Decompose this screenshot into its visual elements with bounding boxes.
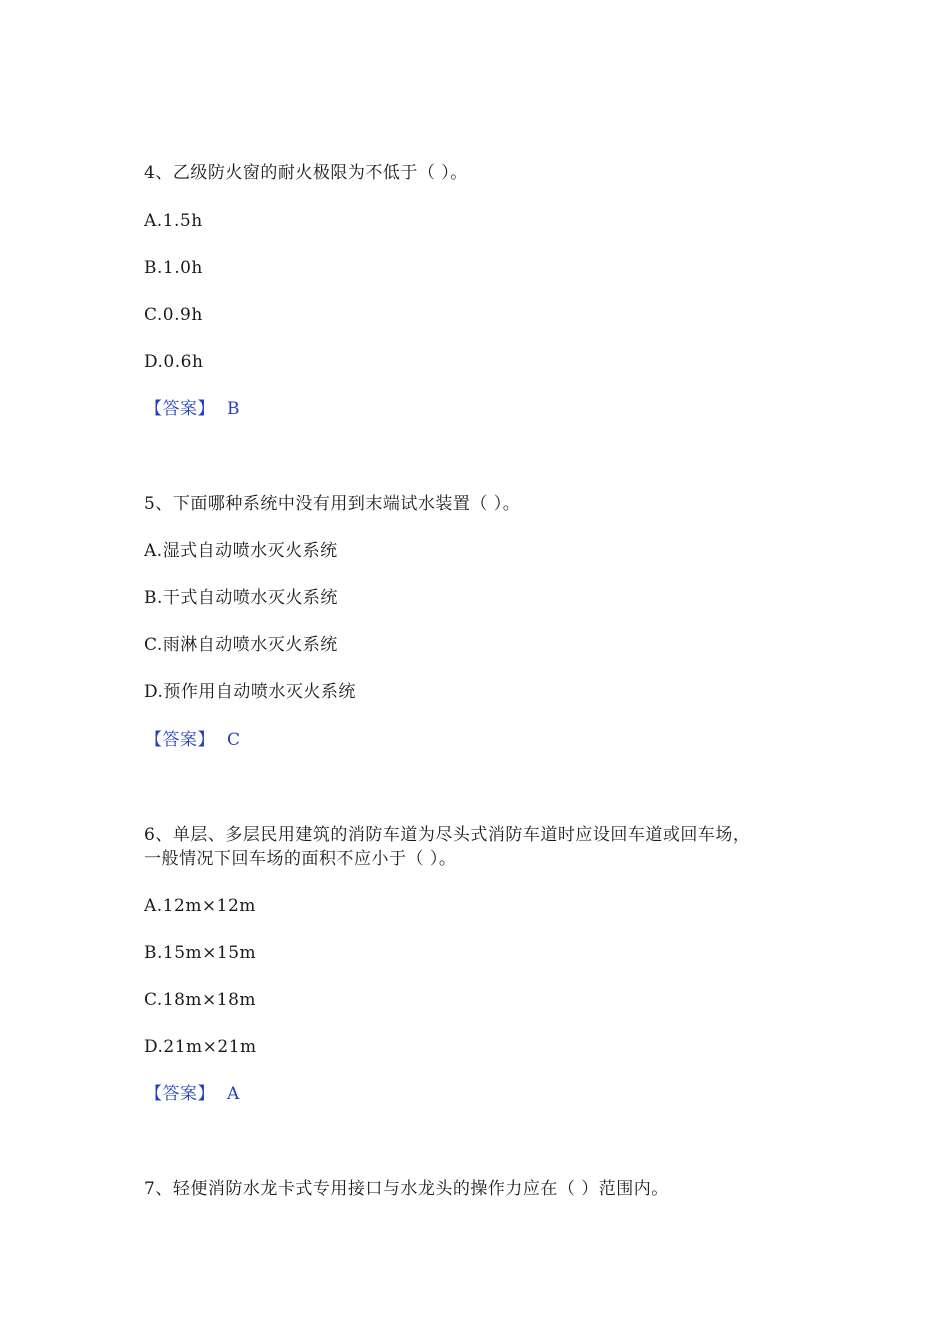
answer-value: B [227, 399, 240, 419]
question-6-option-b: B.15m×15m [144, 943, 257, 963]
question-4-option-c: C.0.9h [144, 305, 203, 325]
question-6-stem-line1: 6、单层、多层民用建筑的消防车道为尽头式消防车道时应设回车道或回车场， [144, 825, 751, 845]
question-6-option-c: C.18m×18m [144, 990, 257, 1010]
question-4-stem: 4、乙级防火窗的耐火极限为不低于（ ）。 [144, 163, 468, 183]
question-7-stem: 7、轻便消防水龙卡式专用接口与水龙头的操作力应在（ ）范围内。 [144, 1179, 669, 1199]
answer-label: 【答案】 [145, 730, 215, 750]
question-4-option-b: B.1.0h [144, 258, 203, 278]
question-5-option-b: B.干式自动喷水灭火系统 [144, 588, 338, 608]
question-4-option-d: D.0.6h [144, 352, 204, 372]
answer-value: C [227, 730, 241, 750]
question-5-option-d: D.预作用自动喷水灭火系统 [144, 682, 356, 702]
question-6-option-a: A.12m×12m [144, 896, 256, 916]
question-5-option-a: A.湿式自动喷水灭火系统 [144, 541, 338, 561]
question-5-option-c: C.雨淋自动喷水灭火系统 [144, 635, 338, 655]
answer-value: A [227, 1084, 240, 1104]
answer-label: 【答案】 [145, 399, 215, 419]
question-6-option-d: D.21m×21m [144, 1037, 257, 1057]
question-6-answer [145, 1083, 240, 1105]
question-5-stem: 5、下面哪种系统中没有用到末端试水装置（ ）。 [144, 494, 521, 514]
question-4-option-a: A.1.5h [144, 211, 203, 231]
question-6-stem-line2: 一般情况下回车场的面积不应小于（ ）。 [144, 849, 457, 869]
question-5-answer [145, 729, 241, 751]
answer-label: 【答案】 [145, 1084, 215, 1104]
question-4-answer [145, 398, 240, 420]
